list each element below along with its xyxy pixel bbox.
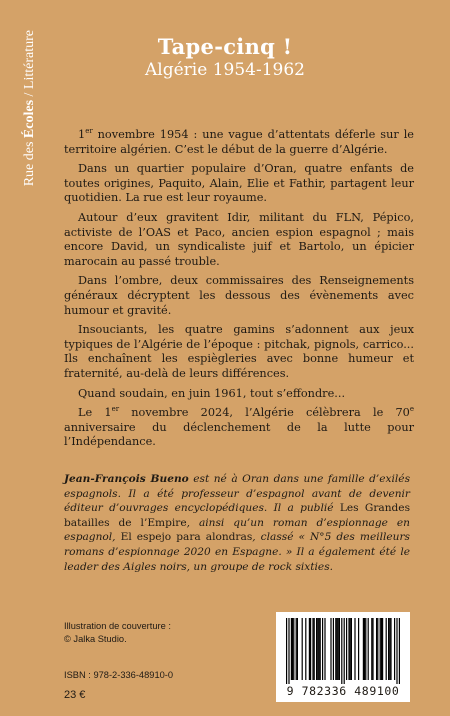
barcode-bar [310, 618, 311, 680]
barcode-bar [335, 618, 336, 680]
barcode-bar [368, 618, 369, 680]
barcode-bar [291, 618, 292, 680]
barcode-bar [296, 618, 297, 680]
credits-line-2: © Jalka Studio. [64, 633, 127, 644]
barcode-bar [351, 618, 352, 680]
book-title: Tape-cinq ! [157, 34, 293, 59]
barcode-bar [394, 618, 395, 680]
author-bio [64, 472, 410, 574]
barcode-bar [312, 618, 313, 680]
barcode-bar [297, 618, 298, 680]
illustration-credits [64, 620, 171, 645]
blurb-paragraph-2: Dans un quartier populaire d’Oran, quatre enfants de toutes origines, Paquito, Alain, Elie et Fathir, partagent leur quotidien. La rue est leur royaume. [64, 162, 414, 205]
barcode-bar [292, 618, 293, 680]
barcode-bar [322, 618, 323, 680]
series-part1: Rue des [22, 141, 37, 187]
barcode-bar [380, 618, 381, 680]
series-bold: Écoles [22, 99, 37, 139]
barcode-bar [316, 618, 317, 680]
barcode-bar [318, 618, 319, 680]
barcode-bar [320, 618, 321, 680]
blurb-paragraph-6: Quand soudain, en juin 1961, tout s’effondre... [78, 386, 346, 400]
barcode-digits: 9 782336 489100 [286, 684, 400, 698]
bio-text-3: , classé « N°5 des meilleurs romans d’espionnage 2020 en Espagne. » Il a également été le leader des Aigles noirs, un groupe de rock sixties. [64, 531, 410, 573]
blurb-paragraph-7: Le 1er novembre 2024, l’Algérie célèbrera le 70e anniversaire du déclenchement de la lutte pour l’Indépendance. [64, 405, 414, 449]
barcode-bar [350, 618, 351, 680]
barcode-bar [333, 618, 334, 680]
blurb [64, 128, 414, 455]
barcode-bar [344, 618, 345, 684]
barcode-bar [317, 618, 318, 680]
blurb-paragraph-3: Autour d’eux gravitent Idir, militant du FLN, Pépico, activiste de l’OAS et Paco, ancien espion espagnol ; mais encore David, un syndicaliste juif et Bartolo, un épicier marocain au passé trouble. [64, 210, 414, 268]
barcode-bar [354, 618, 355, 680]
barcode-bar [338, 618, 339, 680]
barcode-bar [302, 618, 303, 680]
barcode-bar [371, 618, 372, 680]
barcode-bar [346, 618, 347, 680]
barcode-bars [276, 612, 410, 684]
barcode-bar [314, 618, 315, 680]
barcode-bar [390, 618, 391, 680]
barcode-bar [396, 618, 397, 684]
barcode-bar [309, 618, 310, 680]
barcode-bar [389, 618, 390, 680]
barcode-bar [381, 618, 382, 680]
barcode-bar [305, 618, 306, 680]
bio-text-2: , ainsi qu’un roman d’espionnage en espagnol, [64, 516, 410, 544]
barcode-bar [339, 618, 340, 680]
barcode-bar [330, 618, 331, 680]
book-subtitle: Algérie 1954-1962 [145, 60, 305, 80]
blurb-paragraph-5: Insouciants, les quatre gamins s’adonnent aux jeux typiques de l’Algérie de l’époque : pitchak, pignols, carrico... Ils enchaînent les espiègleries avec bonne humeur et fraternité, au-delà de leurs différences. [64, 323, 414, 380]
author-name: Jean-François Bueno [64, 473, 189, 485]
spine [0, 0, 38, 716]
barcode-bar [364, 618, 365, 680]
barcode-bar [286, 618, 287, 684]
barcode-bar [293, 618, 294, 680]
series-part2: / Littérature [22, 30, 37, 97]
barcode-bar [336, 618, 337, 680]
blurb-paragraph-1: 1er novembre 1954 : une vague d’attentats déferle sur le territoire algérien. C’est le début de la guerre d’Algérie. [64, 127, 414, 156]
barcode-bar [386, 618, 387, 680]
barcode-bar [382, 618, 383, 680]
barcode-bar [288, 618, 289, 684]
bio-text-1: est né à Oran dans une famille d’exilés espagnols. Il a été professeur d’espagnol avant de devenir éditeur d’ouvrages encyclopédiques. Il a publié [64, 473, 411, 515]
barcode-bar [399, 618, 400, 684]
barcode-bar [324, 618, 325, 680]
barcode-bar [358, 618, 359, 680]
barcode [276, 612, 410, 702]
isbn: ISBN : 978-2-336-48910-0 [64, 670, 174, 680]
barcode-bar [363, 618, 364, 680]
barcode-bar [377, 618, 378, 680]
barcode-bar [365, 618, 366, 680]
book-title-1: Les Grandes batailles de l’Empire [64, 502, 411, 529]
barcode-bar [376, 618, 377, 680]
barcode-bar [348, 618, 349, 680]
barcode-bar [388, 618, 389, 680]
blurb-paragraph-4: Dans l’ombre, deux commissaires des Renseignements généraux décryptent les dessous des évènements avec humour et gravité. [64, 274, 414, 317]
barcode-bar [341, 618, 342, 684]
credits-line-1: Illustration de couverture : [64, 621, 171, 631]
price: 23 € [64, 689, 86, 701]
barcode-bar [372, 618, 373, 680]
book-title-2: El espejo para alondras [120, 531, 253, 544]
